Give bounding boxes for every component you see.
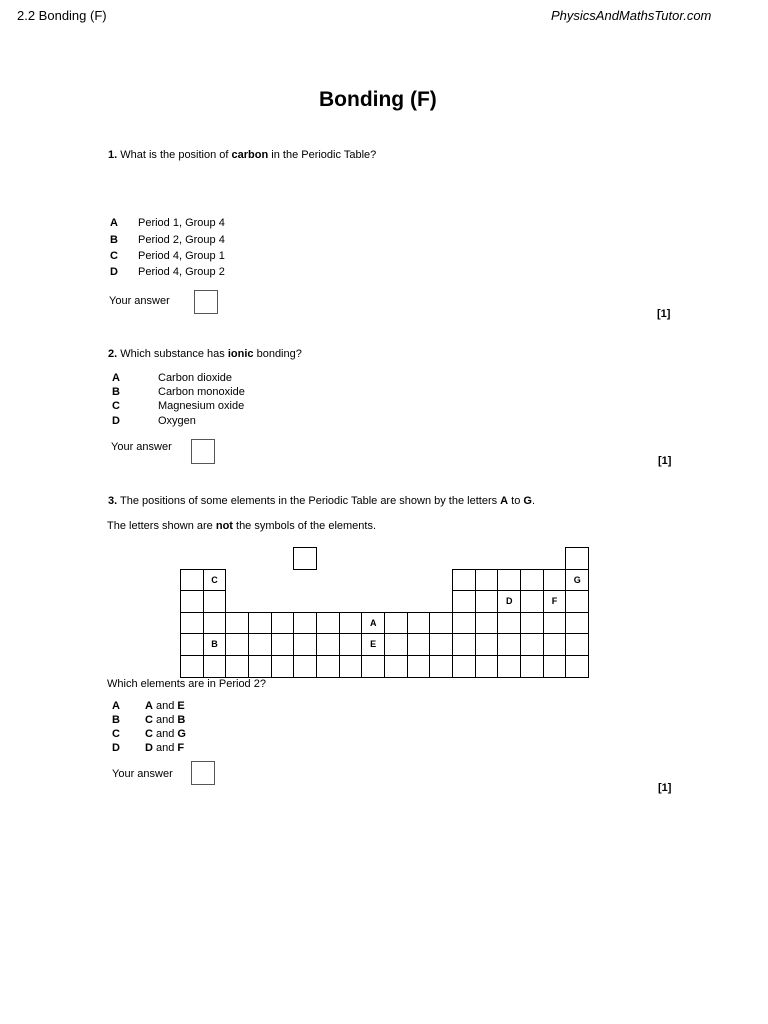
periodic-cell xyxy=(293,612,317,635)
option-letter: A xyxy=(112,700,120,712)
option-letter: A xyxy=(112,372,120,384)
question-3-keyword-a: A xyxy=(500,495,509,507)
question-3-subquestion: Which elements are in Period 2? xyxy=(107,678,266,690)
periodic-cell xyxy=(361,655,385,678)
q2-answer-box[interactable] xyxy=(191,439,215,464)
question-2-text xyxy=(108,348,302,360)
periodic-cell xyxy=(520,590,544,613)
periodic-cell xyxy=(180,633,204,656)
periodic-cell xyxy=(316,612,340,635)
periodic-cell xyxy=(384,655,408,678)
q3-answer-box[interactable] xyxy=(191,761,215,785)
periodic-cell xyxy=(520,569,544,592)
option-text: Magnesium oxide xyxy=(158,400,245,412)
periodic-cell xyxy=(475,590,499,613)
periodic-table-diagram xyxy=(180,547,588,677)
periodic-cell xyxy=(429,612,453,635)
question-2-number: 2. xyxy=(108,348,118,360)
question-3-note xyxy=(107,520,376,532)
periodic-cell xyxy=(316,633,340,656)
q1-marks: [1] xyxy=(657,308,671,320)
q1-answer-box[interactable] xyxy=(194,290,218,314)
periodic-cell xyxy=(452,590,476,613)
periodic-cell xyxy=(407,633,431,656)
periodic-cell xyxy=(497,569,521,592)
periodic-cell xyxy=(497,633,521,656)
q1-option-c xyxy=(110,250,260,264)
periodic-cell xyxy=(225,655,249,678)
periodic-cell xyxy=(203,655,227,678)
periodic-cell-f: F xyxy=(543,590,567,613)
option-letter: B xyxy=(110,234,118,246)
page-header-site: PhysicsAndMathsTutor.com xyxy=(551,8,712,23)
periodic-cell xyxy=(475,569,499,592)
periodic-cell xyxy=(271,655,295,678)
question-3-stem: The positions of some elements in the Periodic Table are shown by the letters xyxy=(117,495,501,507)
q3-option-d xyxy=(112,742,232,756)
q2-option-d xyxy=(112,415,272,429)
periodic-cell xyxy=(225,612,249,635)
periodic-cell xyxy=(452,612,476,635)
periodic-cell xyxy=(565,655,589,678)
periodic-cell xyxy=(475,655,499,678)
periodic-cell xyxy=(543,655,567,678)
option-text: Period 4, Group 2 xyxy=(138,266,225,278)
q1-option-a xyxy=(110,217,260,231)
question-3-keyword-g: G xyxy=(523,495,532,507)
question-1-stem-end: in the Periodic Table? xyxy=(268,149,377,161)
page-header-left: 2.2 Bonding (F) xyxy=(17,8,107,23)
question-2-stem-end: bonding? xyxy=(253,348,302,360)
note-text: The letters shown are xyxy=(107,520,216,532)
periodic-cell xyxy=(475,612,499,635)
question-1-number: 1. xyxy=(108,149,118,161)
periodic-cell xyxy=(475,633,499,656)
periodic-cell xyxy=(543,633,567,656)
note-text-end: the symbols of the elements. xyxy=(232,520,377,532)
q2-option-c xyxy=(112,400,272,414)
option-letter: C xyxy=(112,400,120,412)
option-text: Carbon monoxide xyxy=(158,386,245,398)
periodic-cell xyxy=(429,655,453,678)
q2-your-answer-label: Your answer xyxy=(111,441,172,453)
question-3-stem-end: . xyxy=(531,495,536,507)
periodic-cell xyxy=(543,612,567,635)
periodic-cell xyxy=(271,633,295,656)
periodic-cell xyxy=(203,612,227,635)
option-text: A and E xyxy=(145,700,185,712)
question-1-text xyxy=(108,149,376,161)
periodic-cell xyxy=(543,569,567,592)
periodic-cell xyxy=(339,612,363,635)
periodic-cell xyxy=(384,633,408,656)
note-keyword: not xyxy=(215,520,233,532)
option-text: D and F xyxy=(145,742,185,754)
periodic-cell xyxy=(339,633,363,656)
question-3-stem-mid: to xyxy=(508,495,524,507)
option-letter: C xyxy=(110,250,118,262)
option-letter: D xyxy=(112,742,120,754)
periodic-cell xyxy=(565,612,589,635)
option-letter: C xyxy=(112,728,120,740)
periodic-cell xyxy=(293,547,317,570)
q1-option-d xyxy=(110,266,260,280)
q2-option-b xyxy=(112,386,272,400)
periodic-cell xyxy=(520,612,544,635)
periodic-cell xyxy=(248,655,272,678)
question-2-stem: Which substance has xyxy=(117,348,228,360)
periodic-cell xyxy=(497,612,521,635)
periodic-cell xyxy=(316,655,340,678)
option-letter: B xyxy=(112,714,120,726)
option-text: Carbon dioxide xyxy=(158,372,232,384)
periodic-cell xyxy=(180,655,204,678)
periodic-cell-e: E xyxy=(361,633,385,656)
q1-your-answer-label: Your answer xyxy=(109,295,170,307)
periodic-cell xyxy=(565,547,589,570)
q3-option-c xyxy=(112,728,232,742)
question-2-keyword: ionic xyxy=(227,348,254,360)
periodic-cell xyxy=(384,612,408,635)
option-letter: A xyxy=(110,217,118,229)
periodic-cell xyxy=(452,633,476,656)
page-title: Bonding (F) xyxy=(319,88,437,111)
option-text: C and B xyxy=(145,714,186,726)
periodic-cell xyxy=(203,590,227,613)
option-letter: D xyxy=(110,266,118,278)
periodic-cell-d: D xyxy=(497,590,521,613)
option-letter: D xyxy=(112,415,120,427)
periodic-cell xyxy=(180,569,204,592)
periodic-cell xyxy=(225,633,249,656)
periodic-cell xyxy=(520,655,544,678)
question-3-text xyxy=(108,495,535,507)
periodic-cell xyxy=(293,655,317,678)
option-text: Period 4, Group 1 xyxy=(138,250,225,262)
q2-option-a xyxy=(112,372,272,386)
periodic-cell xyxy=(452,569,476,592)
option-text: Period 1, Group 4 xyxy=(138,217,225,229)
q3-marks: [1] xyxy=(658,782,672,794)
q3-your-answer-label: Your answer xyxy=(112,768,173,780)
periodic-cell xyxy=(293,633,317,656)
q3-option-b xyxy=(112,714,232,728)
periodic-cell xyxy=(339,655,363,678)
question-3-number: 3. xyxy=(108,495,118,507)
question-1-stem: What is the position of xyxy=(117,149,232,161)
periodic-cell xyxy=(407,612,431,635)
periodic-cell xyxy=(180,612,204,635)
q2-marks: [1] xyxy=(658,455,672,467)
option-text: C and G xyxy=(145,728,186,740)
periodic-cell xyxy=(248,612,272,635)
periodic-cell xyxy=(429,633,453,656)
periodic-cell-a: A xyxy=(361,612,385,635)
periodic-cell xyxy=(565,590,589,613)
periodic-cell-g: G xyxy=(565,569,589,592)
q3-option-a xyxy=(112,700,232,714)
question-1-keyword: carbon xyxy=(231,149,269,161)
periodic-cell-c: C xyxy=(203,569,227,592)
periodic-cell xyxy=(497,655,521,678)
periodic-cell xyxy=(248,633,272,656)
option-letter: B xyxy=(112,386,120,398)
periodic-cell xyxy=(407,655,431,678)
q1-option-b xyxy=(110,234,260,248)
periodic-cell xyxy=(452,655,476,678)
option-text: Period 2, Group 4 xyxy=(138,234,225,246)
periodic-cell xyxy=(180,590,204,613)
periodic-cell xyxy=(520,633,544,656)
periodic-cell-b: B xyxy=(203,633,227,656)
periodic-cell xyxy=(271,612,295,635)
periodic-cell xyxy=(565,633,589,656)
option-text: Oxygen xyxy=(158,415,196,427)
